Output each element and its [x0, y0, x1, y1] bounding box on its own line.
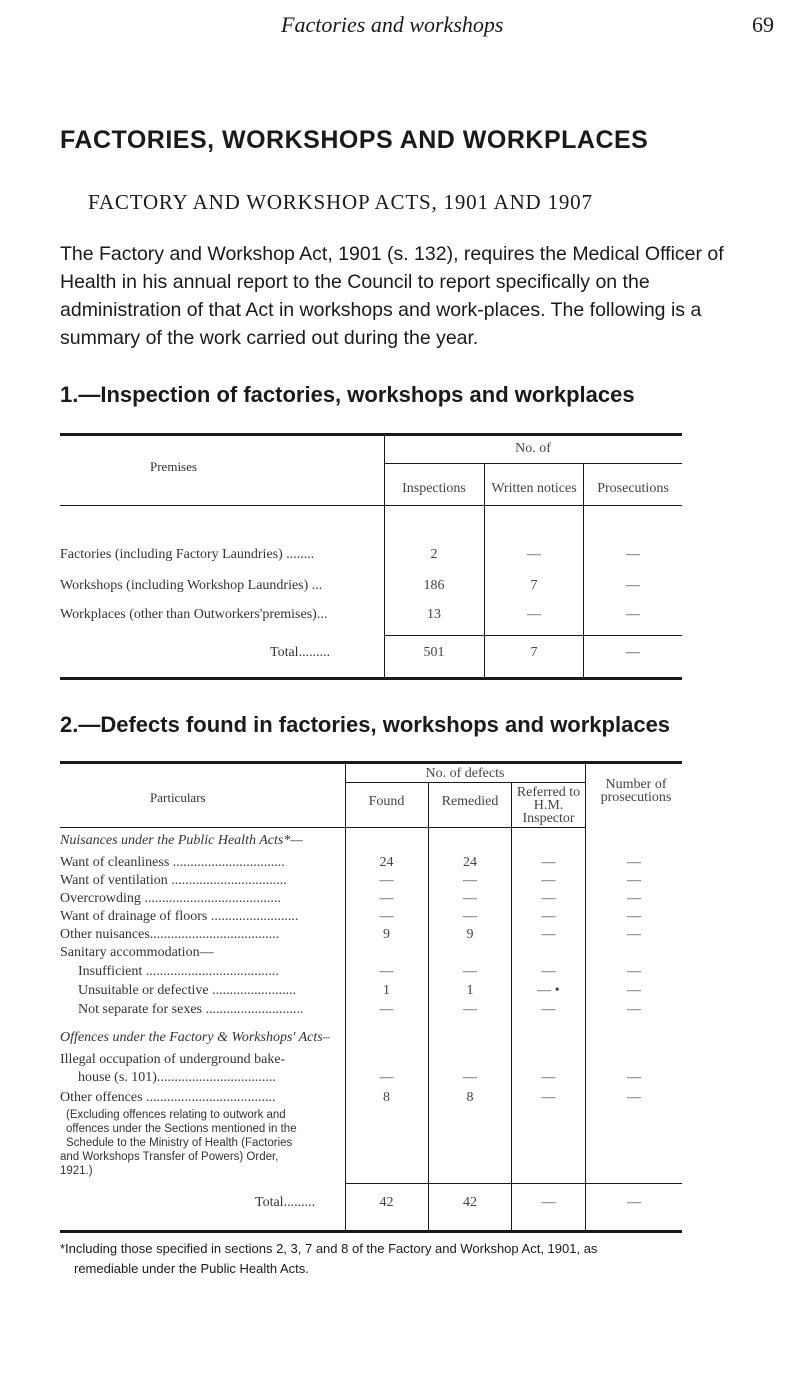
table1-bottom-rule — [60, 677, 682, 680]
cell-number: — — [627, 927, 641, 942]
row-label: Workplaces (other than Outworkers'premises)... — [60, 607, 328, 622]
col-inspections: Inspections — [402, 481, 466, 496]
page-number: 69 — [752, 12, 774, 37]
excluding-note: offences under the Sections mentioned in the — [66, 1123, 297, 1135]
cell-remedied: — — [463, 964, 477, 979]
total-notices: 7 — [530, 645, 538, 660]
cell-remedied: 9 — [466, 927, 474, 942]
cell-remedied: 1 — [466, 983, 474, 998]
cell-number: — — [627, 1002, 641, 1017]
cell-prosecutions: — — [626, 547, 640, 562]
cell-referred: — — [541, 927, 556, 942]
cell-remedied: — — [463, 873, 477, 888]
table2-header-rule — [60, 827, 586, 828]
cell-number: — — [627, 1090, 641, 1105]
illegal-occupation-line1: Illegal occupation of underground bake- — [60, 1052, 286, 1067]
col-group-no-of: No. of — [515, 441, 551, 456]
col-remedied: Remedied — [441, 794, 499, 809]
excluding-note: and Workshops Transfer of Powers) Order, — [60, 1151, 279, 1163]
cell-number: — — [627, 891, 641, 906]
section2-title: 2.—Defects found in factories, workshops and workplaces — [60, 712, 671, 737]
cell-referred: — • — [537, 983, 560, 998]
cell-found: 8 — [383, 1090, 390, 1105]
intro-paragraph: The Factory and Workshop Act, 1901 (s. 132), requires the Medical Officer of Health in his annual report to the Council to report specifically on the administration of that Act in workshops and work-places. The following is a summary of the work carried out during the year. — [60, 243, 724, 349]
cell-number: — — [627, 964, 641, 979]
row-label: Unsuitable or defective ........................ — [78, 983, 297, 998]
heading-sanitary: Sanitary accommodation— — [60, 945, 214, 960]
cell-remedied: — — [463, 1070, 477, 1085]
cell-inspections: 186 — [423, 578, 445, 593]
col-found: Found — [368, 794, 405, 809]
footnote — [60, 1239, 760, 1279]
col-number-prosecutions: Number of prosecutions — [600, 777, 672, 805]
cell-found: — — [379, 1002, 394, 1017]
col-premises: Premises — [150, 459, 197, 474]
table1-top-rule — [60, 433, 682, 436]
row-label: Want of cleanliness ................................ — [60, 855, 285, 870]
row-label: Not separate for sexes ............................ — [78, 1002, 304, 1017]
section1-title: 1.—Inspection of factories, workshops and workplaces — [60, 382, 635, 407]
excluding-note: (Excluding offences relating to outwork and — [66, 1109, 286, 1121]
total-found: 42 — [379, 1195, 394, 1210]
heading-nuisances: Nuisances under the Public Health Acts*— — [60, 833, 303, 848]
cell-found: — — [379, 909, 394, 924]
row-label: Insufficient ...................................... — [78, 964, 279, 979]
excluding-note: Schedule to the Ministry of Health (Factories — [66, 1137, 293, 1149]
cell-found: — — [379, 891, 394, 906]
cell-found: 24 — [379, 855, 394, 870]
table2-group-rule — [345, 782, 585, 783]
cell-referred: — — [541, 1002, 556, 1017]
cell-notices: 7 — [530, 578, 538, 593]
cell-found: — — [379, 1070, 394, 1085]
row-label: Other offences ..................................... — [60, 1090, 276, 1105]
total-remedied: 42 — [463, 1195, 477, 1210]
col-group-no-of-defects: No. of defects — [425, 766, 505, 781]
table1-total-rule — [384, 635, 682, 636]
cell-referred: — — [541, 964, 556, 979]
cell-remedied: 8 — [466, 1090, 474, 1105]
total-inspections: 501 — [423, 645, 445, 660]
cell-notices: — — [527, 547, 541, 562]
cell-prosecutions: — — [626, 578, 640, 593]
cell-remedied: — — [463, 891, 477, 906]
footnote-line1: *Including those specified in sections 2, 3, 7 and 8 of the Factory and Workshop Act, 1901, as — [60, 1241, 598, 1256]
cell-number: — — [627, 855, 641, 870]
table1-header-rule — [60, 505, 682, 506]
col-written-notices: Written notices — [491, 481, 577, 496]
table2-bottom-rule — [60, 1230, 682, 1233]
cell-referred: — — [541, 1090, 556, 1105]
cell-referred: — — [541, 1070, 556, 1085]
main-title: FACTORIES, WORKSHOPS AND WORKPLACES — [60, 126, 649, 154]
cell-remedied: 24 — [463, 855, 477, 870]
cell-referred: — — [541, 873, 556, 888]
col-prosecutions: Prosecutions — [597, 481, 669, 496]
row-label: Want of drainage of floors ......................... — [60, 909, 299, 924]
footnote-line2: remediable under the Public Health Acts. — [74, 1261, 309, 1276]
running-title: Factories and workshops — [281, 12, 504, 37]
row-label: Overcrowding ....................................... — [60, 891, 281, 906]
subtitle: FACTORY AND WORKSHOP ACTS, 1901 AND 1907 — [88, 190, 593, 214]
row-label: Factories (including Factory Laundries) ........ — [60, 547, 315, 562]
cell-inspections: 2 — [430, 547, 438, 562]
table2-total-rule — [345, 1183, 682, 1184]
cell-referred: — — [541, 909, 556, 924]
total-label: Total......... — [270, 645, 331, 660]
col-referred: Referred to H.M. Inspector — [516, 785, 581, 826]
cell-number: — — [627, 909, 641, 924]
cell-found: — — [379, 873, 394, 888]
table2-top-rule — [60, 761, 682, 764]
total-referred: — — [541, 1195, 556, 1210]
cell-number: — — [627, 1070, 641, 1085]
total-label: Total......... — [255, 1195, 316, 1210]
cell-referred: — — [541, 855, 556, 870]
row-label: Want of ventilation ................................. — [60, 873, 287, 888]
col-particulars: Particulars — [150, 790, 206, 805]
cell-notices: — — [527, 607, 541, 622]
table1-group-rule — [384, 463, 682, 464]
row-label: Workshops (including Workshop Laundries) ... — [60, 578, 323, 593]
cell-referred: — — [541, 891, 556, 906]
excluding-note: 1921.) — [60, 1165, 93, 1177]
illegal-occupation-line2: house (s. 101).................................. — [78, 1070, 276, 1085]
cell-remedied: — — [463, 1002, 477, 1017]
total-number: — — [627, 1195, 641, 1210]
total-prosecutions: — — [626, 645, 640, 660]
cell-number: — — [627, 983, 641, 998]
cell-inspections: 13 — [427, 607, 441, 622]
cell-found: — — [379, 964, 394, 979]
cell-prosecutions: — — [626, 607, 640, 622]
cell-number: — — [627, 873, 641, 888]
row-label: Other nuisances..................................... — [60, 927, 280, 942]
cell-found: 9 — [383, 927, 390, 942]
cell-remedied: — — [463, 909, 477, 924]
cell-found: 1 — [383, 983, 390, 998]
heading-offences: Offences under the Factory & Workshops' Acts– — [60, 1030, 330, 1045]
